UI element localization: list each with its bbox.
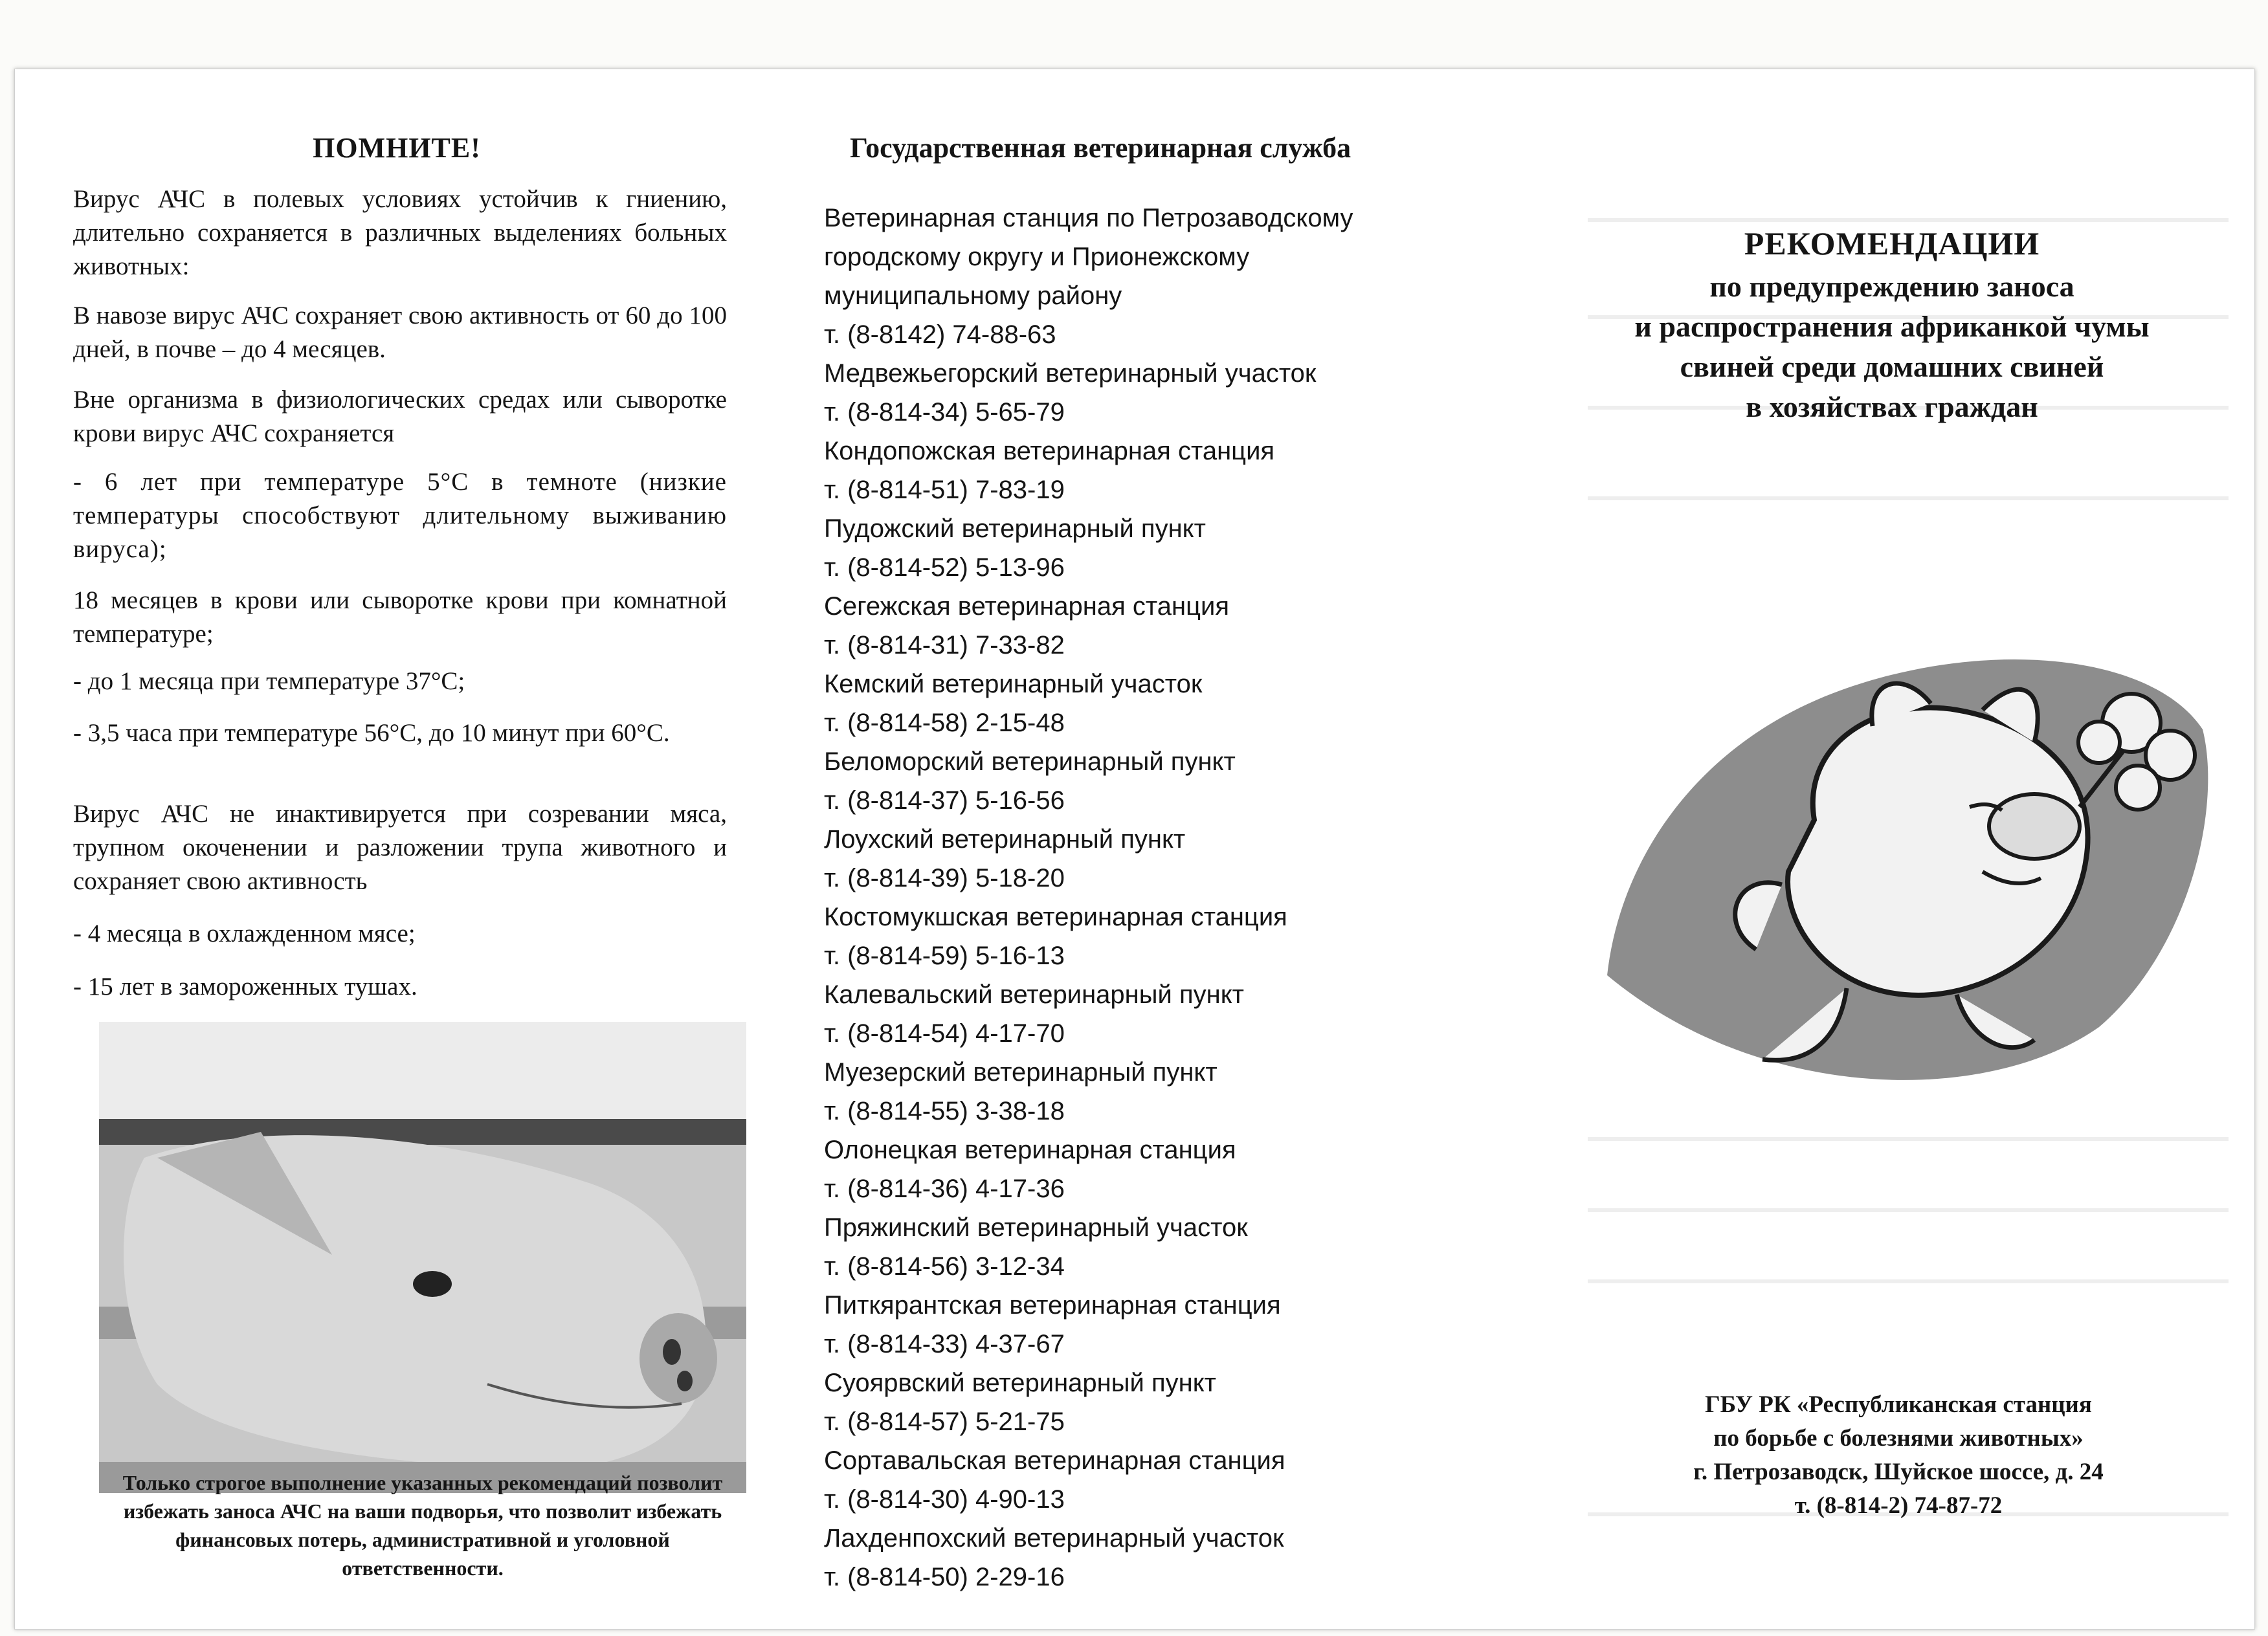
station-phone: т. (8-814-50) 2-29-16 [824, 1563, 1065, 1591]
station-item [824, 1519, 1504, 1597]
station-item [824, 898, 1504, 975]
right-panel [1529, 69, 2254, 1629]
brochure-sheet [14, 69, 2255, 1630]
station-item [824, 354, 1504, 432]
station-phone: т. (8-814-55) 3-38-18 [824, 1097, 1065, 1125]
station-phone: т. (8-814-52) 5-13-96 [824, 553, 1065, 582]
station-phone: т. (8-814-39) 5-18-20 [824, 864, 1065, 892]
station-phone: т. (8-814-37) 5-16-56 [824, 786, 1065, 815]
bleed-through-line [1588, 496, 2229, 500]
brochure-subtitle: по предупреждению заноса и распространения африканкой чумы свиней среди домашних свиней в хозяйствах граждан [1634, 270, 2150, 423]
station-phone: т. (8-814-30) 4-90-13 [824, 1485, 1065, 1514]
station-phone: т. (8-814-57) 5-21-75 [824, 1408, 1065, 1436]
station-name: Питкярантская ветеринарная станция [824, 1291, 1281, 1320]
station-item [824, 432, 1504, 509]
station-name: Лахденпохский ветеринарный участок [824, 1524, 1284, 1553]
station-name: Муезерский ветеринарный пункт [824, 1058, 1217, 1087]
bleed-through-line [1588, 1208, 2229, 1212]
manure-soil-paragraph: В навозе вирус АЧС сохраняет свою активность от 60 до 100 дней, в почве – до 4 месяцев. [73, 302, 727, 363]
station-phone: т. (8-814-51) 7-83-19 [824, 476, 1065, 504]
pig-photo [99, 1022, 746, 1493]
station-phone: т. (8-8142) 74-88-63 [824, 320, 1056, 349]
station-item [824, 742, 1504, 820]
station-name: Олонецкая ветеринарная станция [824, 1136, 1236, 1164]
bleed-through-line [1588, 1137, 2229, 1141]
station-name: Сегежская ветеринарная станция [824, 592, 1230, 621]
station-item [824, 1131, 1504, 1208]
bleed-through-line [1588, 218, 2229, 222]
pig-photo-image [99, 1022, 746, 1493]
meat-paragraph: Вирус АЧС не инактивируется при созревании мяса, трупном окоченении и разложении трупа животного и сохраняет свою активность [73, 800, 727, 895]
station-name: Костомукшская ветеринарная станция [824, 903, 1287, 931]
station-name: Лоухский ветеринарный пункт [824, 825, 1186, 854]
six-years-item: - 6 лет при температуре 5°С в темноте (низкие температуры способствуют длительному выживанию вируса); [73, 468, 727, 563]
station-phone: т. (8-814-58) 2-15-48 [824, 709, 1065, 737]
station-phone: т. (8-814-36) 4-17-36 [824, 1175, 1065, 1203]
warning-caption: Только строгое выполнение указанных рекомендаций позволит избежать заноса АЧС на ваши подворья, что позволит избежать финансовых потерь, административной и уголовной ответственности. [122, 1471, 723, 1580]
station-name: Ветеринарная станция по Петрозаводскому городскому округу и Прионежскому муниципальному району [824, 204, 1353, 310]
station-list [824, 199, 1504, 1597]
station-item [824, 509, 1504, 587]
station-item [824, 587, 1504, 665]
station-item [824, 975, 1504, 1053]
station-phone: т. (8-814-56) 3-12-34 [824, 1252, 1065, 1281]
station-name: Суоярвский ветеринарный пункт [824, 1369, 1216, 1397]
left-panel [73, 69, 746, 1629]
cartoon-pig-illustration [1568, 613, 2229, 1105]
station-name: Кемский ветеринарный участок [824, 670, 1203, 698]
remember-heading: ПОМНИТЕ! [313, 132, 481, 164]
three-hours-item: - 3,5 часа при температуре 56°С, до 10 минут при 60°С. [73, 719, 670, 747]
station-name: Сортавальская ветеринарная станция [824, 1446, 1285, 1475]
outside-organism-paragraph: Вне организма в физиологических средах или сыворотке крови вирус АЧС сохраняется [73, 386, 727, 447]
station-item [824, 199, 1504, 354]
station-phone: т. (8-814-33) 4-37-67 [824, 1330, 1065, 1358]
station-item [824, 1208, 1504, 1286]
bleed-through-line [1588, 1279, 2229, 1283]
station-item [824, 665, 1504, 742]
one-month-item: - до 1 месяца при температуре 37°С; [73, 667, 465, 695]
station-phone: т. (8-814-31) 7-33-82 [824, 631, 1065, 659]
station-item [824, 820, 1504, 898]
vet-service-heading: Государственная ветеринарная служба [850, 132, 1351, 164]
organization-contact: ГБУ РК «Республиканская станция по борьбе с болезнями животных» г. Петрозаводск, Шуйское шоссе, д. 24 т. (8-814-2) 74-87-72 [1693, 1391, 2104, 1519]
brochure-title: РЕКОМЕНДАЦИИ [1744, 225, 2040, 261]
station-name: Калевальский ветеринарный пункт [824, 980, 1244, 1009]
station-phone: т. (8-814-34) 5-65-79 [824, 398, 1065, 426]
station-item [824, 1286, 1504, 1364]
station-name: Беломорский ветеринарный пункт [824, 747, 1236, 776]
station-name: Пудожский ветеринарный пункт [824, 514, 1206, 543]
chilled-meat-item: - 4 месяца в охлажденном мясе; [73, 920, 416, 947]
station-item [824, 1364, 1504, 1441]
station-name: Пряжинский ветеринарный участок [824, 1213, 1248, 1242]
station-name: Кондопожская ветеринарная станция [824, 437, 1275, 465]
virus-stability-paragraph: Вирус АЧС в полевых условиях устойчив к гниению, длительно сохраняется в различных выделениях больных животных: [73, 185, 727, 280]
station-item [824, 1053, 1504, 1131]
frozen-carcass-item: - 15 лет в замороженных тушах. [73, 973, 417, 1000]
station-item [824, 1441, 1504, 1519]
station-phone: т. (8-814-59) 5-16-13 [824, 942, 1065, 970]
middle-panel [824, 69, 1504, 1629]
station-name: Медвежьегорский ветеринарный участок [824, 359, 1317, 388]
station-phone: т. (8-814-54) 4-17-70 [824, 1019, 1065, 1048]
eighteen-months-item: 18 месяцев в крови или сыворотке крови при комнатной температуре; [73, 586, 727, 648]
